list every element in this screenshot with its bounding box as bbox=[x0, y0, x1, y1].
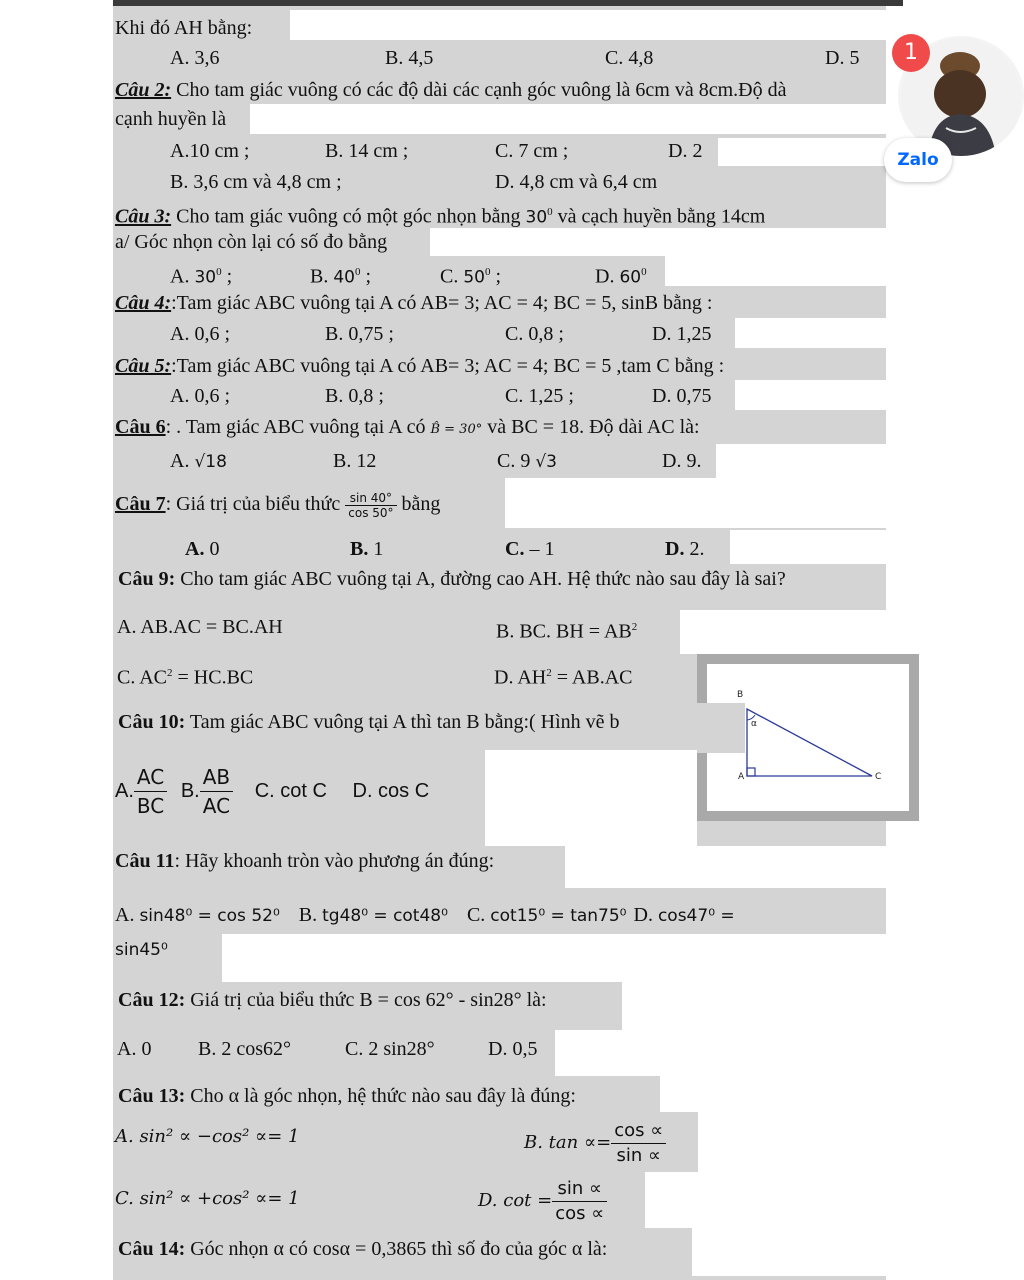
q5-text: :Tam giác ABC vuông tại A có AB= 3; AC = 4; BC = 5 ,tam C bằng : bbox=[171, 355, 725, 377]
q5-label: Câu 5: bbox=[115, 355, 172, 377]
q10-label: Câu 10: bbox=[118, 711, 186, 733]
q7-fraction: $\frac{\sin 40^\circ}{\cos 50^\circ}$ bbox=[345, 491, 396, 520]
q7-text-b: bằng bbox=[396, 493, 441, 515]
q4-opt-c: C. 0,8 ; bbox=[505, 323, 564, 345]
gap bbox=[698, 1112, 886, 1172]
q4-line bbox=[115, 291, 712, 315]
q11-opt-a: sin48⁰ = cos 52⁰ bbox=[139, 906, 280, 926]
gap bbox=[250, 104, 886, 134]
gap bbox=[622, 982, 886, 1030]
intro-option-b: B. 4,5 bbox=[385, 47, 434, 69]
q2-text: Cho tam giác vuông có các độ dài các cạnh góc vuông là 6cm và 8cm.Độ dà bbox=[171, 79, 787, 101]
q10-opt-c: C. cot C bbox=[254, 780, 327, 802]
q13-label: Câu 13: bbox=[118, 1085, 186, 1107]
q3-label: Câu 3: bbox=[115, 205, 172, 228]
gap bbox=[718, 138, 886, 166]
q3-sub: a/ Góc nhọn còn lại có số đo bằng bbox=[115, 231, 388, 253]
q13-line bbox=[118, 1084, 576, 1108]
q11-opt-d: cos47⁰ = bbox=[657, 906, 735, 926]
q6-line bbox=[115, 415, 700, 442]
q6-text-a: : . Tam giác ABC vuông tại A có bbox=[165, 416, 431, 438]
q9-label: Câu 9: bbox=[118, 568, 176, 590]
q6-angle: B̂ = 30° bbox=[430, 422, 483, 437]
q3-opt-b: B. $40^0$ ; bbox=[310, 265, 372, 288]
q3-angle: 30 bbox=[525, 207, 548, 228]
q5-opt-a: A. 0,6 ; bbox=[170, 385, 230, 407]
q10-opt-d: D. cos C bbox=[352, 780, 430, 802]
q10-opt-a: A. $\frac{AC}{BC}$ bbox=[115, 780, 167, 802]
q9-text: Cho tam giác ABC vuông tại A, đường cao AH. Hệ thức nào sau đây là sai? bbox=[175, 568, 786, 590]
q5-line bbox=[115, 354, 724, 378]
q4-label: Câu 4: bbox=[115, 292, 172, 314]
q2-opt-1: A.10 cm ; bbox=[170, 140, 250, 162]
q2-opt-2: B. 14 cm ; bbox=[325, 140, 409, 162]
q11-opt-b: tg48⁰ = cot48⁰ bbox=[322, 906, 448, 926]
q4-opt-b: B. 0,75 ; bbox=[325, 323, 394, 345]
q6-text-b: và BC = 18. Độ dài AC là: bbox=[482, 416, 700, 438]
zalo-chat-button[interactable]: Zalo bbox=[884, 138, 952, 182]
alpha-label: α bbox=[751, 719, 757, 729]
q6-opt-d: D. 9. bbox=[662, 450, 702, 472]
q7-label: Câu 7 bbox=[115, 493, 166, 515]
gap bbox=[290, 10, 886, 40]
q13-opt-a: A. sin² ∝ −cos² ∝= 1 bbox=[115, 1126, 300, 1147]
q4-text: :Tam giác ABC vuông tại A có AB= 3; AC = 4; BC = 5, sinB bằng : bbox=[171, 292, 713, 314]
q10-options bbox=[115, 756, 429, 826]
q11-opt-c: cot15⁰ = tan75⁰ bbox=[490, 906, 627, 926]
text-overlap-band bbox=[697, 703, 745, 753]
q7-text: : Giá trị của biểu thức bbox=[165, 493, 346, 515]
q12-opt-c: C. 2 sin28° bbox=[345, 1038, 435, 1060]
gap bbox=[665, 256, 886, 286]
vertex-a-label: A bbox=[738, 772, 745, 782]
q3-opt-c: C. $50^0$ ; bbox=[440, 265, 502, 288]
q13-text: Cho α là góc nhọn, hệ thức nào sau đây là đúng: bbox=[185, 1085, 576, 1107]
q3-text-a: Cho tam giác vuông có một góc nhọn bằng bbox=[171, 205, 526, 228]
q6-opt-a: A. √18 bbox=[170, 450, 227, 472]
q14-label: Câu 14: bbox=[118, 1238, 186, 1260]
q12-line bbox=[118, 988, 547, 1012]
q6-opt-b: B. 12 bbox=[333, 450, 377, 472]
q9-opt-b: B. BC. BH = $AB^2$ bbox=[496, 620, 638, 643]
q7-opt-d: D. 2. bbox=[665, 538, 705, 560]
gap bbox=[735, 380, 886, 410]
q10-opt-b: B. $\frac{AB}{AC}$ bbox=[181, 780, 233, 802]
q12-opt-d: D. 0,5 bbox=[488, 1038, 538, 1060]
vertex-b-label: B bbox=[737, 690, 744, 700]
gap bbox=[645, 1172, 886, 1228]
triangle-abc bbox=[747, 709, 872, 776]
q4-opt-d: D. 1,25 bbox=[652, 323, 712, 345]
q10-line bbox=[118, 710, 620, 734]
gap bbox=[222, 934, 886, 982]
q7-opt-c: C. – 1 bbox=[505, 538, 555, 560]
gap bbox=[716, 444, 886, 478]
q3-opt-d: D. $60^0$ bbox=[595, 265, 647, 288]
q2-line bbox=[115, 78, 786, 102]
q10-text: Tam giác ABC vuông tại A thì tan B bằng:( Hình vẽ b bbox=[185, 711, 620, 733]
q13-opt-c: C. sin² ∝ +cos² ∝= 1 bbox=[115, 1188, 300, 1209]
gap bbox=[730, 530, 886, 564]
q5-opt-b: B. 0,8 ; bbox=[325, 385, 384, 407]
q9-line bbox=[118, 567, 786, 591]
q12-text: Giá trị của biểu thức B = cos 62° - sin28° là: bbox=[185, 989, 547, 1011]
q5-opt-c: C. 1,25 ; bbox=[505, 385, 574, 407]
q9-opt-d: D. $AH^2 = AB.AC$ bbox=[494, 666, 633, 689]
q2-label: Câu 2: bbox=[115, 79, 172, 101]
q4-opt-a: A. 0,6 ; bbox=[170, 323, 230, 345]
q3-line: Câu 3: Cho tam giác vuông có một góc nhọn bằng $30^0$ và cạch huyền bằng 14cm bbox=[115, 205, 766, 228]
q11-label: Câu 11 bbox=[115, 850, 175, 872]
q11-line bbox=[115, 849, 494, 873]
vertex-c-label: C bbox=[875, 772, 882, 782]
q2-opt-4: D. 2 bbox=[668, 140, 703, 162]
intro-prompt: Khi đó AH bằng: bbox=[115, 17, 253, 39]
q14-line bbox=[118, 1237, 607, 1261]
q2-opt-6: D. 4,8 cm và 6,4 cm bbox=[495, 171, 658, 193]
q11-text: : Hãy khoanh tròn vào phương án đúng: bbox=[174, 850, 495, 872]
q5-opt-d: D. 0,75 bbox=[652, 385, 712, 407]
q11-options: A. sin48⁰ = cos 52⁰ B. tg48⁰ = cot48⁰ C. cot15⁰ = tan75⁰ D. cos47⁰ = bbox=[115, 904, 735, 926]
gap bbox=[735, 318, 886, 348]
q2-text-cont: cạnh huyền là bbox=[115, 108, 227, 130]
q11-opt-d-cont: sin45⁰ bbox=[115, 940, 168, 960]
intro-option-a: A. 3,6 bbox=[170, 47, 220, 69]
q6-opt-c: C. 9 √3 bbox=[497, 450, 557, 472]
q12-opt-a: A. 0 bbox=[117, 1038, 152, 1060]
q13-opt-d: D. cot = $\frac{\sin \propto}{\cos \propto}$ bbox=[478, 1172, 607, 1229]
q3-opt-a: A. $30^0$ ; bbox=[170, 265, 233, 288]
gap bbox=[430, 228, 886, 256]
q6-label: Câu 6 bbox=[115, 416, 166, 438]
notification-badge: 1 bbox=[892, 34, 930, 72]
gap bbox=[505, 478, 886, 528]
q7-opt-a: A. 0 bbox=[185, 538, 220, 560]
q7-opt-b: B. 1 bbox=[350, 538, 384, 560]
gap bbox=[555, 1030, 886, 1076]
q12-opt-b: B. 2 cos62° bbox=[198, 1038, 291, 1060]
gap bbox=[485, 750, 697, 846]
q12-label: Câu 12: bbox=[118, 989, 186, 1011]
gap bbox=[680, 610, 886, 654]
q3-text-b: và cạch huyền bằng 14cm bbox=[552, 205, 766, 228]
q14-text: Góc nhọn α có cosα = 0,3865 thì số đo của góc α là: bbox=[185, 1238, 608, 1260]
right-angle-mark bbox=[747, 768, 755, 776]
q7-line bbox=[115, 481, 440, 527]
q9-opt-c: C. $AC^2 = HC.BC$ bbox=[117, 666, 254, 689]
intro-option-c: C. 4,8 bbox=[605, 47, 654, 69]
q9-opt-a: A. AB.AC = BC.AH bbox=[117, 616, 283, 638]
q2-opt-3: C. 7 cm ; bbox=[495, 140, 569, 162]
q13-opt-b: B. tan ∝= $\frac{\cos \propto}{\sin \propto}$ bbox=[524, 1112, 666, 1173]
gap bbox=[565, 846, 886, 888]
q2-opt-5: B. 3,6 cm và 4,8 cm ; bbox=[170, 171, 342, 193]
gap bbox=[660, 1076, 886, 1112]
top-rule bbox=[113, 0, 903, 6]
intro-option-d: D. 5 bbox=[825, 47, 860, 69]
gap bbox=[692, 1228, 886, 1276]
